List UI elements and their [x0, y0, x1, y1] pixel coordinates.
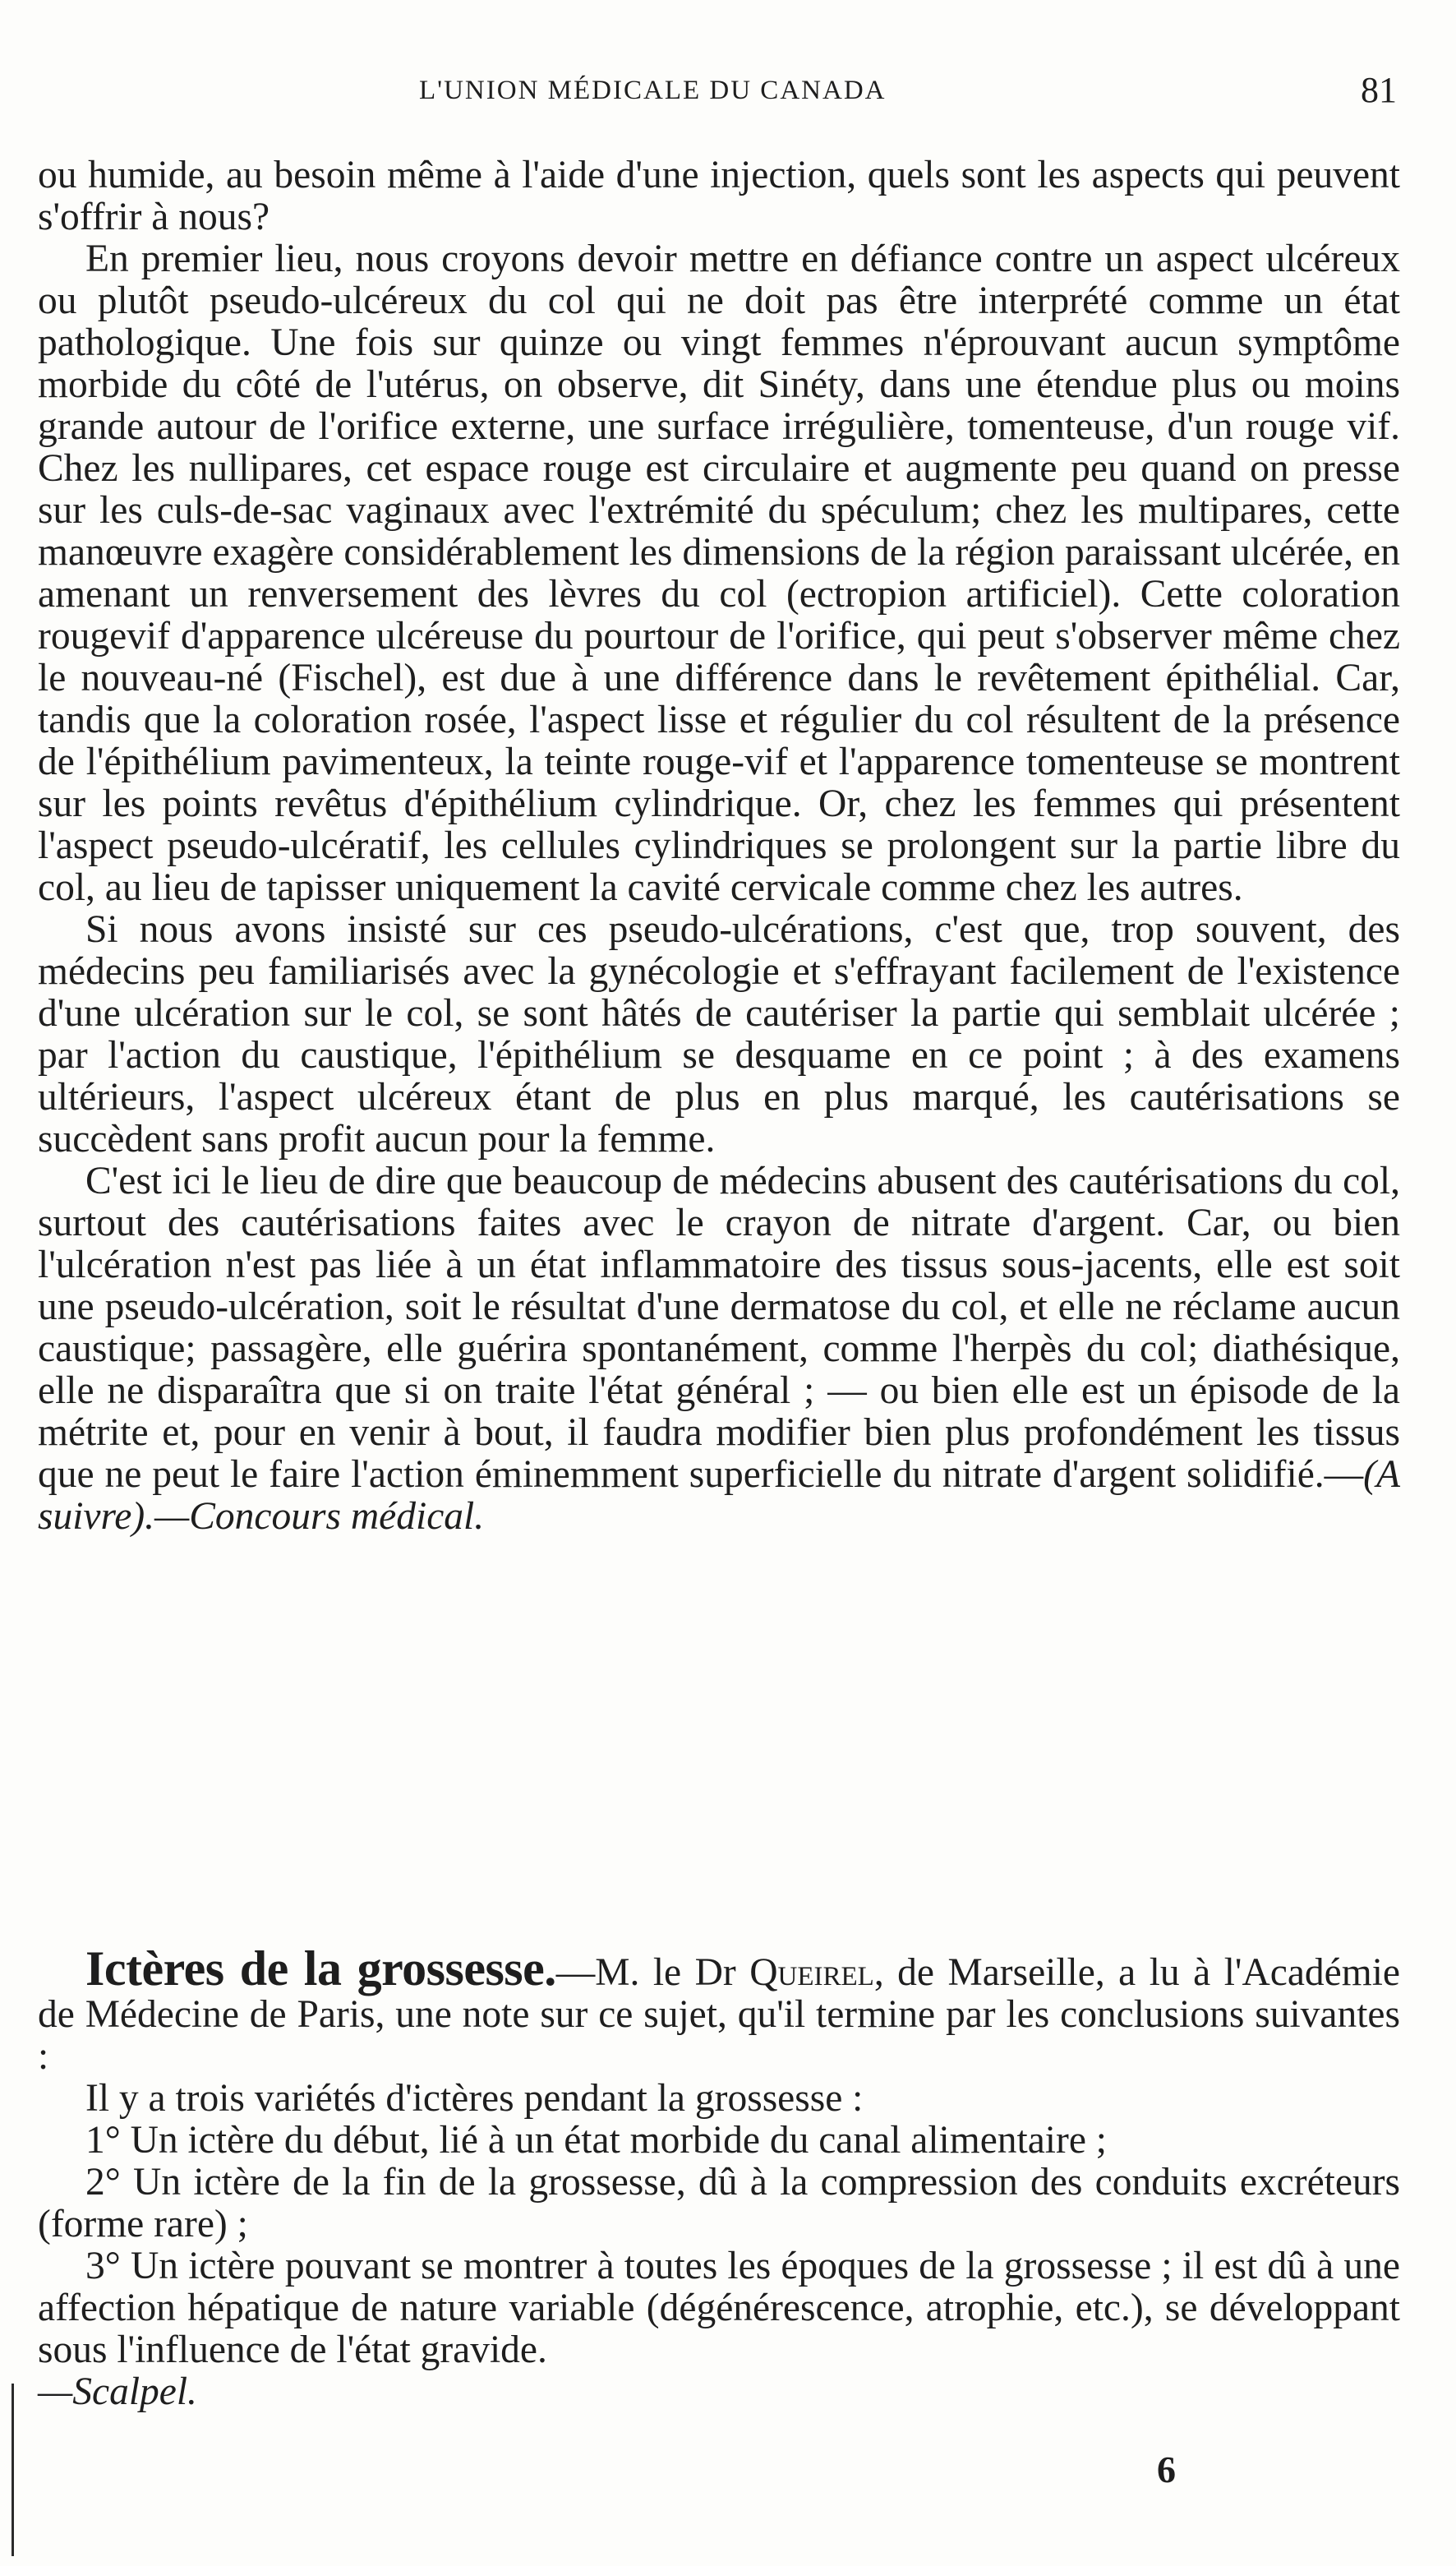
list-item-3-text: 3° Un ictère pouvant se montrer à toutes les époques de la grossesse ; il est dû à une affection hépatique de nature variable (dégénérescence, atrophie, etc.), se développant sous l'influence de l'état gravide. [38, 2245, 1400, 2371]
paragraph-nitrate-abuse [38, 1161, 1400, 1538]
icteres-section [38, 1941, 1400, 2413]
section-lead: Il y a trois variétés d'ictères pendant la grossesse : [85, 2077, 864, 2120]
section-source: —Scalpel. [38, 2370, 197, 2413]
list-item-2: 2° Un ictère de la fin de la grossesse, dû à la compression des conduits excréteurs (forme rare) ; [38, 2161, 1400, 2245]
list-item-1: 1° Un ictère du début, lié à un état morbide du canal alimentaire ; [85, 2119, 1107, 2162]
section-author: Queirel [749, 1951, 874, 1994]
paragraph-pseudo-ulcer: En premier lieu, nous croyons devoir mettre en défiance contre un aspect ulcéreux ou plutôt pseudo-ulcéreux du col qui ne doit pas être interprété comme un état pathologique. Une fois sur quinze ou vingt femmes n'éprouvant aucun symptôme morbide du côté de l'utérus, on observe, dit Sinéty, dans une étendue plus ou moins grande autour de l'orifice externe, une surface irrégulière, tomenteuse, d'un rouge vif. Chez les nullipares, cet espace rouge est circulaire et augmente peu quand on presse sur les culs-de-sac vaginaux avec l'extrémité du spéculum; chez les multipares, cette manœuvre exagère considérablement les dimensions de la région paraissant ulcérée, en amenant un renversement des lèvres du col (ectropion artificiel). Cette coloration rougevif d'apparence ulcéreuse du pourtour de l'orifice, qui peut s'observer même chez le nouveau-né (Fischel), est due à une différence dans le revêtement épithélial. Car, tandis que la coloration rosée, l'aspect lisse et régulier du col résultent de la présence de l'épithélium pavimenteux, la teinte rouge-vif et l'apparence tomenteuse se montrent sur les points revêtus d'épithélium cylindrique. Or, chez les femmes qui présentent l'aspect pseudo-ulcératif, les cellules cylindriques se prolongent sur la partie libre du col, au lieu de tapisser uniquement la cavité cervicale comme chez les autres. [38, 238, 1400, 909]
page-header [0, 59, 1456, 133]
running-head: L'UNION MÉDICALE DU CANADA [419, 76, 887, 105]
article-attribution: (A suivre).—Concours médical. [38, 1453, 1400, 1538]
section-intro-prefix: —M. le Dr [555, 1951, 750, 1994]
list-item-3 [38, 2245, 1400, 2413]
paragraph-nitrate-text: C'est ici le lieu de dire que beaucoup de médecins abusent des cautérisations du col, surtout des cautérisations faites avec le crayon de nitrate d'argent. Car, ou bien l'ulcération n'est pas liée à un état inflammatoire des tissus sous-jacents, elle est soit une pseudo-ulcération, soit le résultat d'une dermatose du col, et elle ne réclame aucun caustique; passagère, elle guérira spontanément, comme l'herpès du col; diathésique, elle ne disparaîtra que si on traite l'état général ; — ou bien elle est un épisode de la métrite et, pour en venir à bout, il faudra modifier bien plus profondément les tissus que ne peut le faire l'action éminemment superficielle du nitrate d'argent solidifié.— [38, 1160, 1400, 1496]
paragraph-cauterization-warning: Si nous avons insisté sur ces pseudo-ulcérations, c'est que, trop souvent, des médecins peu familiarisés avec la gynécologie et s'effrayant facilement de l'existence d'une ulcération sur le col, se sont hâtés de cautériser la partie qui semblait ulcérée ; par l'action du caustique, l'épithélium se desquame en ce point ; à des examens ultérieurs, l'aspect ulcéreux étant de plus en plus marqué, les cautérisations se succèdent sans profit aucun pour la femme. [38, 908, 1400, 1161]
article-body [38, 155, 1400, 1538]
scan-edge-line [12, 2384, 14, 2556]
page-number: 81 [1361, 70, 1397, 110]
printer-signature-mark: 6 [1157, 2448, 1176, 2490]
section-intro-rest: , de Marseille, a lu à l'Académie de Médecine de Paris, une note sur ce sujet, qu'il termine par les conclusions suivantes : [38, 1951, 1400, 2078]
paragraph-continuation: ou humide, au besoin même à l'aide d'une injection, quels sont les aspects qui peuvent s'offrir à nous? [38, 154, 1400, 238]
section-intro [38, 1941, 1400, 2078]
section-title: Ictères de la grossesse. [85, 1941, 556, 1996]
